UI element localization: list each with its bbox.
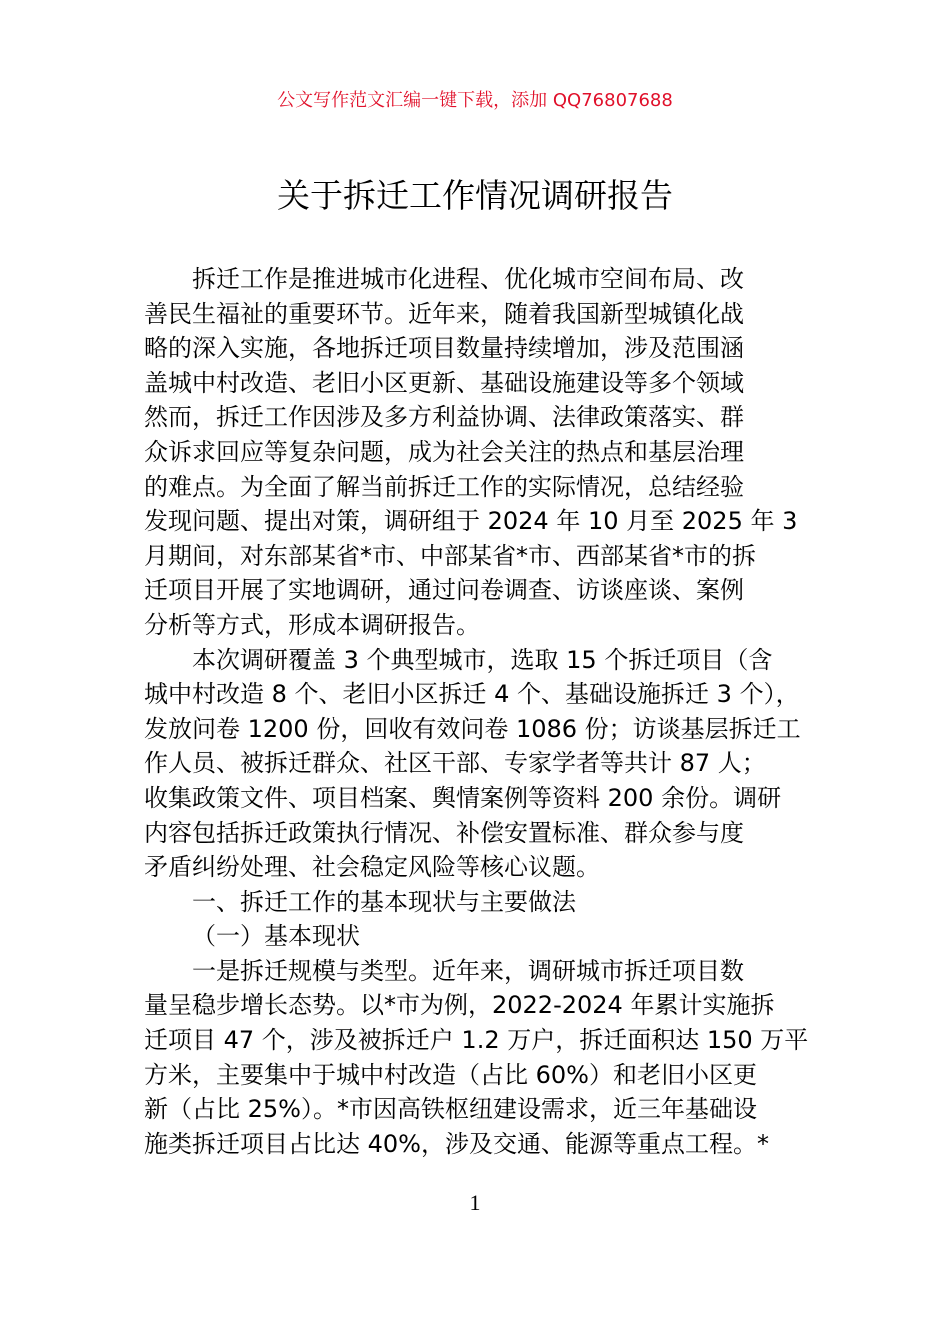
text-line: 作人员、被拆迁群众、社区干部、专家学者等共计 87 人；: [144, 749, 766, 778]
document-title: 关于拆迁工作情况调研报告: [277, 176, 673, 215]
text-line: 月期间，对东部某省*市、中部某省*市、西部某省*市的拆: [144, 541, 756, 570]
text-line: 分析等方式，形成本调研报告。: [144, 610, 480, 639]
status-paragraph: [144, 954, 812, 1162]
text-line: 发现问题、提出对策，调研组于 2024 年 10 月至 2025 年 3: [144, 507, 798, 536]
text-line: 善民生福祉的重要环节。近年来，随着我国新型城镇化战: [144, 299, 744, 328]
text-line: 方米，主要集中于城中村改造（占比 60%）和老旧小区更: [144, 1060, 757, 1089]
text-line: 略的深入实施，各地拆迁项目数量持续增加，涉及范围涵: [144, 334, 744, 363]
text-line: 内容包括拆迁政策执行情况、补偿安置标准、群众参与度: [144, 818, 744, 847]
text-line: 量呈稳步增长态势。以*市为例，2022-2024 年累计实施拆: [144, 991, 775, 1020]
text-line: 迁项目 47 个，涉及被拆迁户 1.2 万户，拆迁面积达 150 万平: [144, 1026, 809, 1055]
text-line: 拆迁工作是推进城市化进程、优化城市空间布局、改: [192, 265, 744, 293]
text-line: 城中村改造 8 个、老旧小区拆迁 4 个、基础设施拆迁 3 个），: [144, 680, 800, 709]
text-line: 收集政策文件、项目档案、舆情案例等资料 200 余份。调研: [144, 783, 782, 812]
text-line: 矛盾纠纷处理、社会稳定风险等核心议题。: [144, 853, 600, 882]
text-line: 一是拆迁规模与类型。近年来，调研城市拆迁项目数: [192, 956, 744, 985]
text-line: 施类拆迁项目占比达 40%，涉及交通、能源等重点工程。*: [144, 1129, 769, 1158]
text-line: 的难点。为全面了解当前拆迁工作的实际情况，总结经验: [144, 472, 744, 501]
section-heading: 一、拆迁工作的基本现状与主要做法: [192, 887, 576, 916]
text-line: 本次调研覆盖 3 个典型城市，选取 15 个拆迁项目（含: [192, 645, 773, 674]
text-line: 盖城中村改造、老旧小区更新、基础设施建设等多个领域: [144, 368, 744, 397]
download-banner[interactable]: 公文写作范文汇编一键下载，添加 QQ76807688: [277, 90, 673, 111]
page-number: 1: [469, 1190, 481, 1215]
text-line: 迁项目开展了实地调研，通过问卷调查、访谈座谈、案例: [144, 576, 744, 605]
intro-paragraph: [144, 262, 812, 643]
text-line: 然而，拆迁工作因涉及多方利益协调、法律政策落实、群: [144, 403, 744, 432]
subsection-heading: （一）基本现状: [192, 922, 360, 951]
text-line: 新（占比 25%）。*市因高铁枢纽建设需求，近三年基础设: [144, 1095, 757, 1124]
text-line: 发放问卷 1200 份，回收有效问卷 1086 份；访谈基层拆迁工: [144, 714, 801, 743]
scope-paragraph: [144, 643, 812, 885]
document-body: [144, 262, 812, 1161]
text-line: 众诉求回应等复杂问题，成为社会关注的热点和基层治理: [144, 437, 744, 466]
